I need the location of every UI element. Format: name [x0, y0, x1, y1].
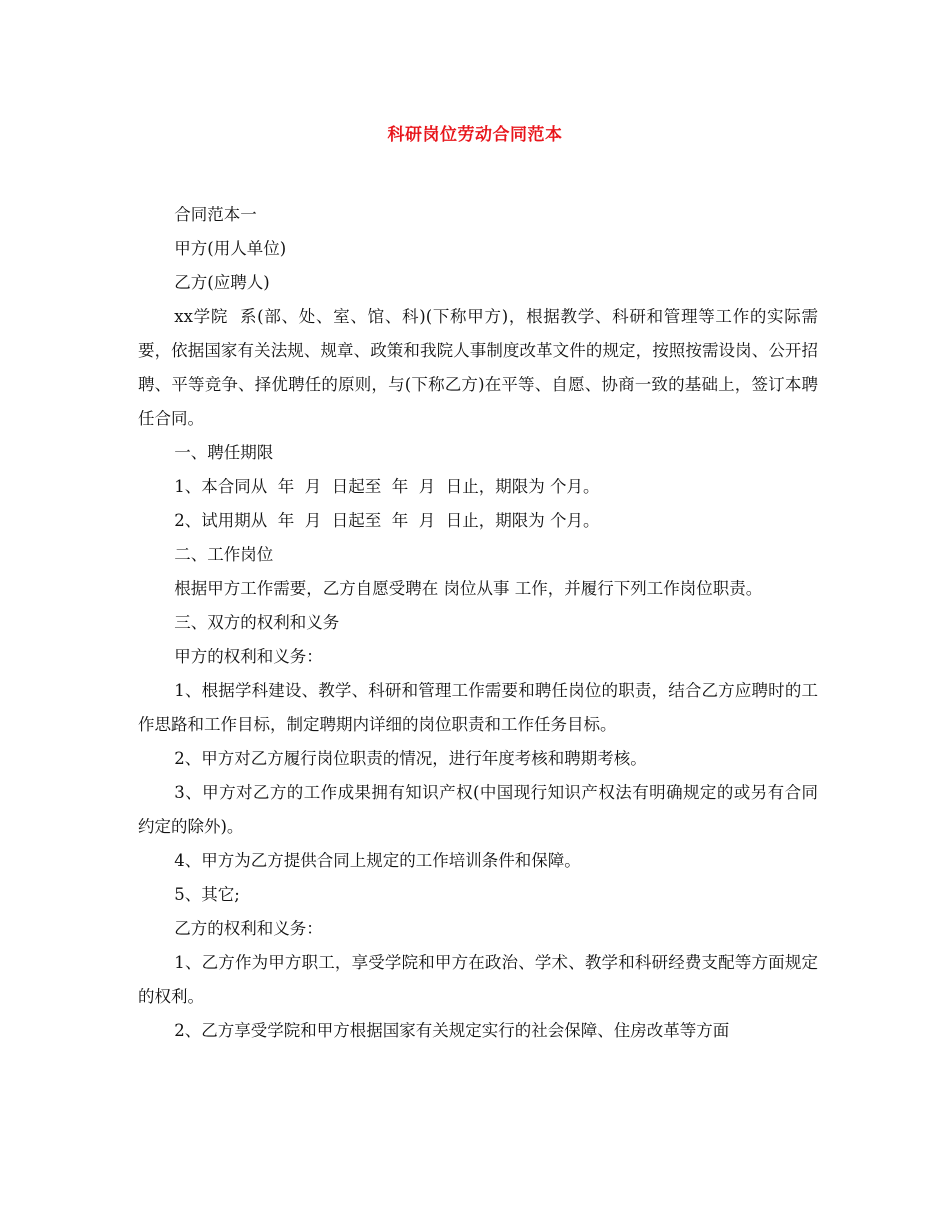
paragraph: 1、本合同从 年 月 日起至 年 月 日止，期限为 个月。 — [174, 477, 600, 496]
paragraph: 2、乙方享受学院和甲方根据国家有关规定实行的社会保障、住房改革等方面 — [174, 1021, 730, 1040]
paragraph: xx学院 系(部、处、室、馆、科)(下称甲方)，根据教学、科研和管理等工作的实际需要，依据国家有关法规、规章、政策和我院人事制度改革文件的规定，按照按需设岗、公开招聘、平等竞争、择优聘任的原则，与(下称乙方)在平等、自愿、协商一致的基础上，签订本聘任合同。 — [138, 307, 818, 428]
paragraph: 乙方的权利和义务： — [174, 919, 323, 938]
paragraph: 一、聘任期限 — [174, 443, 274, 462]
paragraph: 乙方(应聘人) — [174, 273, 270, 292]
document-body — [138, 198, 818, 1048]
paragraph: 二、工作岗位 — [174, 545, 274, 564]
paragraph: 2、试用期从 年 月 日起至 年 月 日止，期限为 个月。 — [174, 511, 600, 530]
paragraph: 4、甲方为乙方提供合同上规定的工作培训条件和保障。 — [174, 851, 581, 870]
paragraph: 2、甲方对乙方履行岗位职责的情况，进行年度考核和聘期考核。 — [174, 749, 647, 768]
paragraph: 3、甲方对乙方的工作成果拥有知识产权(中国现行知识产权法有明确规定的或另有合同约定的除外)。 — [138, 783, 818, 836]
paragraph: 1、乙方作为甲方职工，享受学院和甲方在政治、学术、教学和科研经费支配等方面规定的权利。 — [138, 953, 818, 1006]
paragraph: 甲方的权利和义务： — [174, 647, 323, 666]
paragraph: 5、其它; — [174, 885, 240, 904]
paragraph: 1、根据学科建设、教学、科研和管理工作需要和聘任岗位的职责，结合乙方应聘时的工作思路和工作目标，制定聘期内详细的岗位职责和工作任务目标。 — [138, 681, 818, 734]
paragraph: 三、双方的权利和义务 — [174, 613, 340, 632]
paragraph: 甲方(用人单位) — [174, 239, 287, 258]
paragraph: 合同范本一 — [174, 205, 257, 224]
document-title: 科研岗位劳动合同范本 — [387, 125, 563, 145]
paragraph: 根据甲方工作需要，乙方自愿受聘在 岗位从事 工作，并履行下列工作岗位职责。 — [174, 579, 763, 598]
